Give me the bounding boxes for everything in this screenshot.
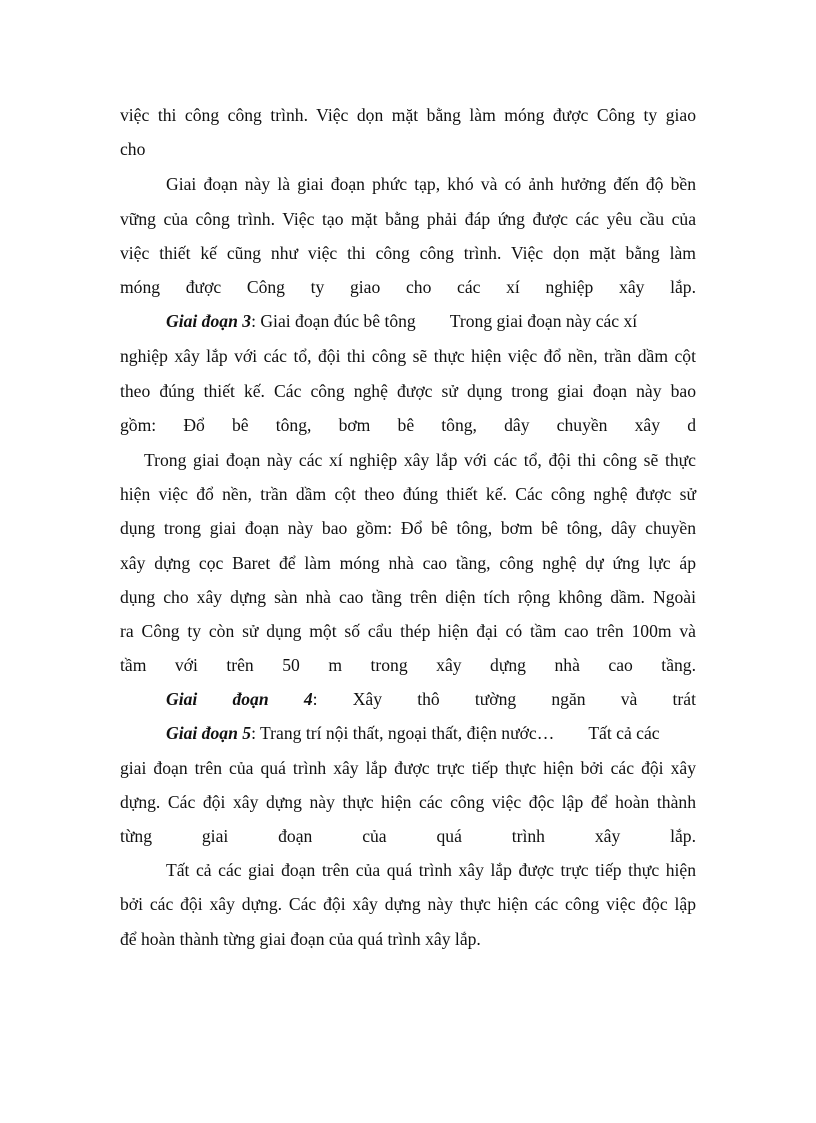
paragraph-first-line: Giai đoạn này là giai đoạn phức tạp, khó và có ảnh hưởng đến độ bền xyxy=(166,174,696,194)
text-line: móng được Công ty giao cho các xí nghiệp xây lắp. xyxy=(120,277,696,297)
text-line: việc thiết kế cũng như việc thi công công trình. Việc dọn mặt bằng làm xyxy=(120,243,696,263)
text-line: giai đoạn trên của quá trình xây lắp được trực tiếp thực hiện bởi các đội xây xyxy=(120,758,696,778)
stage-5-continuation: Tất cả các xyxy=(588,723,660,743)
text-line: dụng trong giai đoạn này bao gồm: Đổ bê tông, bơm bê tông, dây chuyền xyxy=(120,518,696,538)
text-line: từng giai đoạn của quá trình xây lắp. xyxy=(120,826,696,846)
text-line: tầm với trên 50 m trong xây dựng nhà cao tầng. xyxy=(120,655,696,675)
text-line: nghiệp xây lắp với các tổ, đội thi công sẽ thực hiện việc đổ nền, trần dầm cột xyxy=(120,346,696,366)
text-line: vững của công trình. Việc tạo mặt bằng phải đáp ứng được các yêu cầu của xyxy=(120,209,696,229)
stage-3-label: Giai đoạn 3 xyxy=(166,311,252,331)
stage-4-label: Giai đoạn 4 xyxy=(166,689,313,709)
text-line: dựng. Các đội xây dựng này thực hiện các công việc độc lập để hoàn thành xyxy=(120,792,696,812)
text-line: cho xyxy=(120,139,146,159)
stage-3-text: : Giai đoạn đúc bê tông xyxy=(251,311,416,331)
text-line: bởi các đội xây dựng. Các đội xây dựng này thực hiện các công việc độc lập xyxy=(120,894,696,914)
text-line: xây dựng cọc Baret để làm móng nhà cao tầng, công nghệ dự ứng lực áp xyxy=(120,553,696,573)
paragraph-first-line: Tất cả các giai đoạn trên của quá trình xây lắp được trực tiếp thực hiện xyxy=(166,860,696,880)
stage-5-label: Giai đoạn 5 xyxy=(166,723,252,743)
text-line: việc thi công công trình. Việc dọn mặt bằng làm móng được Công ty giao xyxy=(120,105,696,125)
stage-4-text: : Xây thô tường ngăn và trát xyxy=(312,689,696,709)
stage-4-line xyxy=(166,688,696,710)
text-line: để hoàn thành từng giai đoạn của quá trình xây lắp. xyxy=(120,929,481,949)
stage-3-line xyxy=(166,310,696,332)
text-line: dụng cho xây dựng sàn nhà cao tầng trên diện tích rộng không dầm. Ngoài xyxy=(120,587,696,607)
stage-5-text: : Trang trí nội thất, ngoại thất, điện nước… xyxy=(251,723,555,743)
text-line: gồm: Đổ bê tông, bơm bê tông, dây chuyền xây d xyxy=(120,415,696,435)
text-line: theo đúng thiết kế. Các công nghệ được sử dụng trong giai đoạn này bao xyxy=(120,381,696,401)
text-line: hiện việc đổ nền, trần dầm cột theo đúng thiết kế. Các công nghệ được sử xyxy=(120,484,696,504)
text-line: ra Công ty còn sử dụng một số cẩu thép hiện đại có tầm cao trên 100m và xyxy=(120,621,696,641)
stage-3-continuation: Trong giai đoạn này các xí xyxy=(449,311,638,331)
stage-5-line xyxy=(166,722,696,744)
paragraph-first-line: Trong giai đoạn này các xí nghiệp xây lắp với các tổ, đội thi công sẽ thực xyxy=(144,450,696,470)
